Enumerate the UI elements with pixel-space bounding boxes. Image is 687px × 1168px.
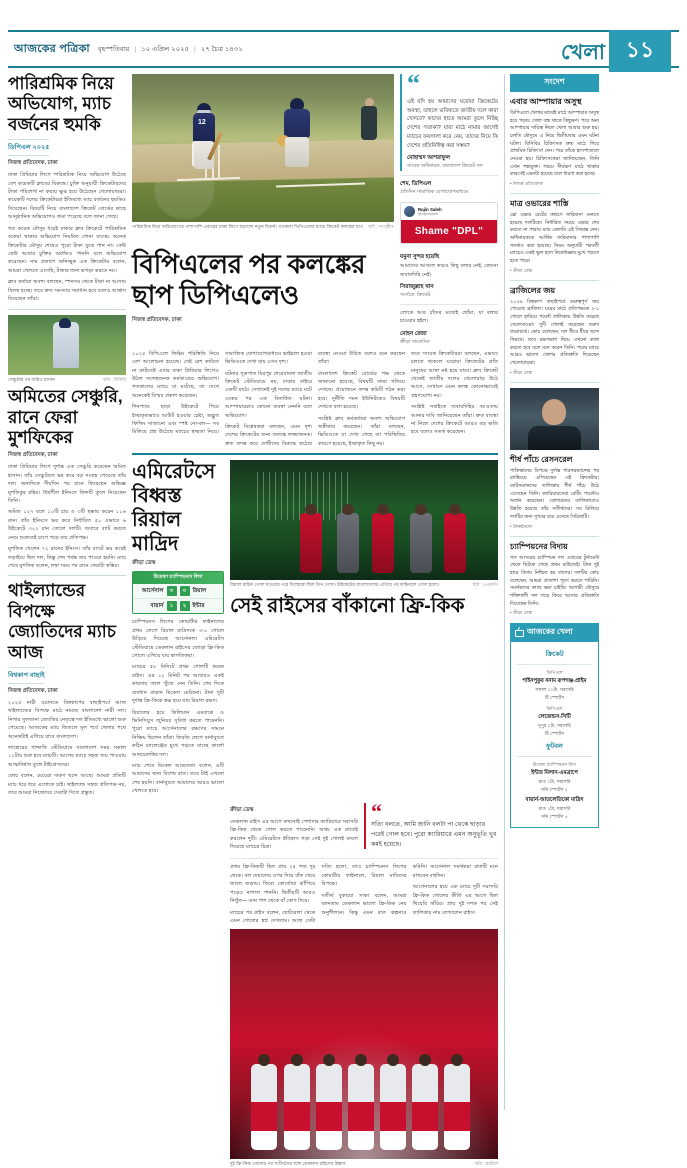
story-para-2: গত কয়েক মৌসুম ধরেই ঢাকার ক্লাব ক্রিকেটে পারিশ্রমিক বকেয়া থাকার অভিযোগ নিয়মিত শোনা যাচ্ছে। অনেক ক্রিকেটার মৌসুম শেষেও পুরো টাকা বুঝে পান না। কেউ কেউ আবার চুক্তির অর্ধেকও পাননি বলে অভিযোগ করেছেন। নাম প্রকাশে অনিচ্ছুক এক ক্রিকেটার বলেন, আমরা খেলতে এসেছি, টাকার জন্য ঝগড়া করতে নয়। (8, 225, 126, 274)
match-home-team: আর্সেনাল (141, 587, 164, 594)
story-para-1: ঢাকা প্রিমিয়ার লিগে দুর্দান্ত এক সেঞ্চুরি করেছেন অমিত হাসান। তাঁর সেঞ্চুরিতে ভর করে বড় সংগ্রহ পেয়েছে তাঁর দল। অন্যদিকে দীর্ঘদিন পর রানে ফিরেছেন অভিজ্ঞ মুশফিকুর রহিম। ধৈর্যশীল ইনিংসে ফিফটি তুলে নিয়েছেন তিনি। (8, 464, 126, 505)
madrid-para-1: চ্যাম্পিয়নস লিগের কোয়ার্টার ফাইনালের প্রথম লেগে রিয়াল মাদ্রিদকে ৩-০ গোলে উড়িয়ে দিয়েছে আর্সেনাল। এমিরেটস স্টেডিয়ামে ডেকলান রাইসের জোড়া ফ্রি-কিক গোলে এগিয়ে যায় স্বাগতিকরা। (132, 619, 224, 659)
celebration-block (230, 929, 498, 1168)
story-byline: নিজস্ব প্রতিবেদক, ঢাকা (8, 452, 58, 459)
middle-column (132, 69, 498, 1167)
madrid-body (132, 618, 224, 795)
lead-para-3: ঘটনার সূত্রপাত মিরপুর শেরেবাংলা জাতীয় ক্রিকেট স্টেডিয়ামে নয়, ঢাকার বাইরে একটি মাঠে। সেখানেই দুই দলের ম্যাচে ঘটে একের পর এক বিতর্কিত ঘটনা। আম্পায়াররাও কোনো ব্যবস্থা নেননি বলে অভিযোগ। (225, 370, 312, 419)
divider-sidebar-3 (510, 382, 599, 383)
story-para-3: ক্লাব কর্তারা অবশ্য বলছেন, স্পনসর থেকে টাকা না আসায় বিলম্ব হচ্ছে। তবে দ্রুত সমস্যার সমাধান হবে বলেও আশ্বাস দিয়েছেন তাঁরা। (8, 279, 126, 303)
sidebar-item-body: ২০২৬ বিশ্বকাপ বাছাইপর্বে গুরুত্বপূর্ণ জয় পেয়েছে ব্রাজিল। ঘরের মাঠে প্রতিপক্ষকে ২-১ গোলে হারিয়ে পয়েন্ট তালিকায় উন্নতি করেছে সেলেসাওরা। দুটি গোলই করেছেন তরুণ ফরোয়ার্ড। কোচ বলেছেন, দল ধীরে ধীরে ছন্দে ফিরছে। তবে রক্ষণভাগ নিয়ে এখনো কাজ করতে হবে বলে মনে করেন তিনি। পরের ম্যাচে আরও ভালো খেলার প্রতিশ্রুতি দিয়েছেন খেলোয়াড়রা। (510, 299, 599, 367)
divider-left-1 (8, 309, 126, 310)
lead-para-7: তবে সাবেক ক্রিকেটাররা বলছেন, এভাবে চলতে থাকলে ঘরোয়া ক্রিকেটের প্রতি মানুষের আস্থা নষ্ট হয়ে যাবে। ক্লাব ক্রিকেট থেকেই জাতীয় দলের খেলোয়াড় উঠে আসে, সেখানে এমন কলঙ্ক কোনোভাবেই গ্রহণযোগ্য নয়। (411, 350, 498, 399)
lead-byline: নিজস্ব প্রতিবেদক, ঢাকা (132, 316, 182, 323)
story-byline: নিজস্ব প্রতিবেদক, ঢাকা (8, 160, 58, 167)
player-head (355, 1054, 367, 1066)
photo-umpire (357, 98, 383, 158)
rice-para-5: আর্সেনালের হয়ে এক ম্যাচে দুটি সরাসরি ফ্রি-কিক গোলের কীর্তি এর আগে ছিল থিয়েরি অঁরির। প্রায় দুই দশক পর সেই তালিকায় নাম লেখালেন রাইস। (412, 884, 498, 916)
sidebar-item-source: • ক্রীড়া ডেস্ক (510, 369, 533, 375)
right-sidebar (504, 74, 599, 1110)
sidebar-item-brazil-win (510, 286, 599, 377)
schedule-league: ডিপিএল (546, 706, 563, 712)
rice-body-left (230, 818, 358, 852)
rice-byline: ক্রীড়া ডেস্ক (230, 806, 254, 813)
photo-player-figure (53, 322, 79, 368)
photo-arsenal-celebration (230, 929, 498, 1159)
side-note-body: আমাদের আসলে কারও কিছু বলার নেই, কোনো জবাবদিহি নেই। (400, 263, 498, 278)
schedule-entry (515, 705, 594, 738)
player-head (342, 504, 354, 515)
match-home-team: বায়ার্ন (150, 602, 164, 609)
story-para-3: কোচ বলেন, মেয়েরা দারুণ ছন্দে আছে। আমরা প্রতিটি ম্যাচ ধরে ধরে এগোতে চাই। থাইল্যান্ড সহজ প্রতিপক্ষ নয়, তবে আমরা নিজেদের সেরাটা দিতে প্রস্তুত। (8, 773, 126, 797)
schedule-time: রাত ১টা, সরাসরি (538, 806, 571, 812)
schedule-league: ডিপিএল (546, 670, 563, 676)
divider-sidebar-2 (510, 280, 599, 281)
divider-sidebar-1 (510, 193, 599, 194)
lead-story-body (132, 350, 498, 449)
madrid-story-row (132, 460, 498, 798)
schedule-sport-football: ফুটবল (546, 743, 563, 751)
story-byline: নিজস্ব প্রতিবেদক, ঢাকা (8, 687, 58, 694)
madrid-headline-block (132, 460, 224, 798)
side-note-block (400, 249, 498, 346)
sidebar-item-source: • ক্রীড়া ডেস্ক (510, 610, 533, 616)
social-sublabel: প্রতিদিন সামাজিক যোগাযোগমাধ্যমে (400, 190, 469, 196)
hero-photo-caption-text: পারিশ্রমিক নিয়ে অভিযোগের পাশাপাশি এবারের ঢাকা লিগে ছড়ালো নতুন বিতর্ক। গতকাল ডিপিএলের ম্যাচে ক্রিকেট কলঙ্কের ছাপ (132, 224, 364, 229)
sidebar-photo-portrait (510, 388, 599, 450)
photo-credit: ছবি : বিসিবি (103, 376, 126, 382)
photo-batsman (187, 101, 221, 173)
todays-games-body (511, 642, 598, 827)
story-payment-dispute (8, 74, 126, 304)
sidebar-item-title: চ্যাম্পিয়নের বিদায় (510, 541, 568, 551)
story-para-1: ২০২৫ নারী ওয়ানডে বিশ্বকাপের বাছাইপর্বে আজ থাইল্যান্ডের বিপক্ষে মাঠে নামছে বাংলাদেশ নারী দল। নিগার সুলতানা জ্যোতির নেতৃত্বে দল ইতিমধ্যে ভালো শুরু পেয়েছে। আজকের ম্যাচ জিতলে মূল পর্বে খেলার পথে অনেকটাই এগিয়ে যাবে বাংলাদেশ। (8, 699, 126, 740)
schedule-time: সকাল ১১টা, সরাসরি (535, 687, 574, 693)
madrid-headline: এমিরেটসে বিধ্বস্ত রিয়াল মাদ্রিদ (132, 461, 216, 556)
quote-author: মোহাম্মদ আশরাফুল (407, 155, 450, 162)
todays-games-box (510, 623, 599, 828)
pull-quote-rice (364, 798, 498, 849)
player-head (323, 1054, 335, 1066)
newspaper-brand: আজকের পত্রিকা (14, 42, 90, 55)
keeper-legs (285, 137, 309, 167)
player-head (449, 504, 461, 515)
photo-pitch (132, 139, 394, 183)
match-home-score: ৩ (167, 586, 177, 596)
rice-headline: সেই রাইসের বাঁকানো ফ্রি-কিক (230, 594, 465, 617)
rice-para-4: সতীর্থ বুকায়ো সাকা বলেন, আমরা জানতাম ডেকলান ভালো ফ্রি-কিক নেয় অনুশীলনে। কিন্তু এমন রাত কল্পনাও করিনি। আর্সেনাল সমর্থকরা রাতটি মনে রাখবেন বহুদিন। (321, 864, 498, 916)
batsman-jersey-number: 12 (198, 118, 206, 126)
section-title: খেলা (560, 41, 605, 64)
divider-sidebar-4 (510, 536, 599, 537)
story-jyoti-match (8, 581, 126, 797)
sidebar-header: সংদেশ (510, 74, 599, 92)
tv-icon (515, 630, 524, 637)
photo-crease-far (276, 182, 365, 187)
scorebox-ucl (132, 571, 224, 614)
sidebar-item-over-rate-penalty (510, 199, 599, 275)
celebration-player-4 (348, 1064, 374, 1150)
schedule-sport-cricket: ক্রিকেট (545, 651, 564, 659)
sidebar-item-source: • নিজস্ব প্রতিবেদক (510, 181, 543, 187)
left-column (8, 74, 126, 1110)
sidebar-item-umpire-ill (510, 97, 599, 188)
story-headline: অমিতের সেঞ্চুরি, রানে ফেরা মুশফিকের (8, 387, 123, 447)
dateline-sep-1: | (134, 45, 137, 53)
celebration-photo-credit: ছবি : রয়টার্স (475, 1161, 498, 1167)
masthead (8, 30, 679, 68)
celebration-photo-caption (230, 1161, 498, 1168)
rice-top-row (230, 798, 498, 855)
lead-para-5: বাংলাদেশ ক্রিকেট বোর্ডের পক্ষ থেকে জানানো হয়েছে, বিষয়টি তারা খতিয়ে দেখছে। প্রয়োজনে তদন্ত কমিটি গঠন করা হবে। দুর্নীতি দমন ইউনিটকেও বিষয়টি দেখতে বলা হয়েছে। (318, 370, 405, 411)
divider-rice (230, 858, 498, 859)
todays-games-header (511, 624, 598, 642)
rice-byline-col (230, 803, 358, 855)
umpire-body (361, 106, 377, 140)
madrid-photo-block (230, 460, 498, 798)
story-para-3: মুশফিক খেলেন ৭২ রানের ইনিংস। তাঁর ব্যাটে ভর করেই লড়াইয়ে ছিল দল, কিন্তু শেষ পর্যন্ত জয় পাওয়া হয়নি। ম্যাচ শেষে মুশফিক বলেন, লম্বা সময় পর রানে ফেরাটা স্বস্তির। (8, 546, 126, 569)
player-head (387, 1054, 399, 1066)
pull-quote-ashraful (400, 69, 498, 171)
hero-photo-block (132, 74, 394, 244)
portrait-face (542, 399, 566, 425)
madrid-para-2: ম্যাচের ৫৮ মিনিটে প্রথম গোলটি করেন রাইস। এর ১২ মিনিট পর আবারও একই কায়দায় জাল খুঁজে নেন তিনি। শেষ দিকে ব্যবধান বাড়ান মিকেল মেরিনো। টানা দুটি দুর্দান্ত ফ্রি-কিকে স্তব্ধ হয়ে যায় রিয়াল রক্ষণ। (132, 664, 224, 705)
keeper-torso (284, 109, 310, 139)
page-grid (8, 69, 679, 1167)
rice-quote-col (364, 798, 498, 855)
sidebar-item-body: স্লো ওভার রেটের কারণে জরিমানা গুনতে হয়েছে দলটিকে। নির্ধারিত সময়ে ওভার শেষ করতে না পারায় ম্যাচ রেফারি এই সিদ্ধান্ত দেন। অধিনায়ককে আর্থিক জরিমানার পাশাপাশি সতর্কও করা হয়েছে। নিয়ম অনুযায়ী পরবর্তী ম্যাচেও একই ভুল হলে নিষেধাজ্ঞার মুখে পড়তে হতে পারে। (510, 213, 599, 265)
side-note-role: সংগঠক, ক্রিকেট (400, 293, 431, 299)
photo-helmet (59, 318, 71, 328)
quote-mark-icon: “ (371, 798, 382, 824)
shame-dpl-banner: Shame "DPL" (401, 220, 497, 243)
lead-headline-row (132, 249, 498, 346)
scorebox-match-row (133, 598, 223, 613)
keeper-helmet (290, 98, 304, 110)
side-note-1 (400, 253, 498, 300)
lead-para-1: ২০২৫ বিপিএলে ফিক্সিং পরিস্থিতি নিয়ে বেশ আলোচনা হয়েছে। সেই রেশ কাটতে না কাটতেই এবার ঢাকা প্রিমিয়ার লিগেও উঠল সন্দেহজনক কর্মকাণ্ডের অভিযোগ। গতকালের ম্যাচে যা ঘটেছে, তা দেখে অনেকেই বিস্ময় প্রকাশ করেছেন। (132, 350, 219, 399)
photo-wicketkeeper (276, 95, 320, 173)
divider-mid-major (132, 453, 498, 455)
hero-photo-caption (132, 224, 394, 231)
celebration-player-3 (316, 1064, 342, 1150)
schedule-match: ইন্টার মিলান-এমব্রাপে (531, 770, 578, 777)
player-head (258, 1054, 270, 1066)
rice-pull-quote-text: সত্যি বলতে, আমি জানি বলটা পা থেকে ছাড়ার পরেই গোল হবে। পুরো ক্যারিয়ারে এমন অনুভূতি খুব কমই হয়েছে। (371, 821, 497, 848)
schedule-channel: সনি স্পোর্টস ২ (541, 787, 568, 793)
schedule-entry (515, 761, 594, 794)
sidebar-item-body: পাকিস্তানের বিপক্ষে দুর্দান্ত পারফরম্যান্সের পর র‍্যাঙ্কিংয়ে এগিয়েছেন এই ক্রিকেটার। ব্যাটসম্যানদের তালিকায় শীর্ষ পাঁচে উঠে এসেছেন তিনি। ক্যারিয়ারসেরা রেটিং পয়েন্টও অর্জন করেছেন। বোলারদের তালিকাতেও উন্নতি হয়েছে তাঁর সতীর্থদের। সব মিলিয়ে দলটির জন্য সুখবর বয়ে এনেছে সিরিজটি। (510, 468, 599, 520)
madrid-photo-credit: ছবি : এএফপি (472, 582, 498, 588)
lead-para-8: সংশ্লিষ্ট সবাইকে জবাবদিহির আওতায় আনার দাবি জানিয়েছেন তাঁরা। দ্রুত ব্যবস্থা না নিলে দেশের ক্রিকেটে আরও বড় ক্ষতি হবে বলেও সতর্ক করেছেন। (411, 404, 498, 436)
story-para-2: অমিত ১২৭ বলে ১০টি চার ও ৩টি ছক্কায় করেন ১১৬ রান। তাঁর ইনিংসে ভর করে নির্ধারিত ৫০ ওভারে ৬ উইকেটে ৩০২ রান তোলে দলটি। জবাবে ব্যাট করতে নেমে শুরুতেই চাপে পড়ে যায় প্রতিপক্ষ। (8, 509, 126, 541)
dateline-sep-2: | (194, 45, 196, 53)
match-home-score: ১ (167, 601, 177, 611)
photo-player-white-2 (410, 513, 432, 573)
schedule-entry (515, 669, 594, 702)
celebration-player-7 (444, 1064, 470, 1150)
photo-player-red-2 (372, 513, 394, 573)
side-note-body: লোকে আর চাঁদের মতোই ছোঁয়া, যা বলার চাওয়ার হইল। (400, 310, 498, 325)
schedule-channel: সনি স্পোর্টস ৫ (541, 814, 568, 820)
dateline-day: বৃহস্পতিবার (97, 45, 130, 53)
madrid-para-4: ম্যাচ শেষে মিকেল আরতেতা বলেন, এটি আমাদের জন্য বিশেষ রাত। তবে টাই এখনো শেষ হয়নি। বার্নাব্যুতে আমাদের আরও ভালো খেলতে হবে। (132, 763, 224, 795)
side-note-2 (400, 309, 498, 347)
rice-story-row (132, 798, 498, 926)
sidebar-item-title: এবার আম্পায়ার অসুস্থ (510, 97, 582, 106)
sidebar-item-source: • ক্রিকইনফো (510, 523, 533, 529)
story-para-2: লাহোরের গাদ্দাফি স্টেডিয়ামে বাংলাদেশ সময় সকাল ১১টায় শুরু হবে ম্যাচটি। আগের ম্যাচে সহজ জয় পাওয়ায় আত্মবিশ্বাস তুঙ্গে টাইগ্রেসদের। (8, 745, 126, 768)
schedule-sep-1 (517, 664, 592, 665)
side-note-role: ক্রীড়া সাংবাদিক (400, 339, 430, 345)
story-headline: পারিশ্রমিক নিয়ে অভিযোগ, ম্যাচ বর্জনের হুমকি (8, 74, 114, 134)
divider-left-2 (8, 575, 126, 576)
sidebar-item-body: গত আসরের চ্যাম্পিয়ন দল এবারের টুর্নামেন্ট থেকে ছিটকে গেছে প্রথম রাউন্ডেই। টানা দুই হারে বিদায় নিশ্চিত হয় তাদের। দলটির কোচ বলেছেন, আমরা প্রত্যাশা পূরণ করতে পারিনি। সমর্থকদের কাছে ক্ষমা চাইছি। আগামী মৌসুমে শক্তিশালী দল গড়ে ফিরে আসার প্রতিশ্রুতি দিয়েছেন তিনি। (510, 555, 599, 607)
divider-quote (400, 175, 498, 176)
quote-text: এই যদি হয় আমাদের ঘরোয়া ক্রিকেটের অবস্থা, তাহলে ভবিষ্যতে জাতীয় দলে কারা খেলবে? কাদের হাতে আমরা তুলে নিচ্ছি দেশের পতাকা? যারা মাঠে নামার আগেই ম্যাচের ফয়সালা করে নেয়, তাদের নিয়ে কি দেশের প্রতিনিধিত্ব করা সম্ভব? (407, 98, 498, 149)
celebration-player-2 (284, 1064, 310, 1150)
rice-body-block (230, 798, 498, 926)
scorebox-match-row (133, 584, 223, 598)
player-head (419, 1054, 431, 1066)
side-note-title: যমুনা সুন্দর হয়েছি (400, 254, 440, 261)
schedule-match: বায়ার্ন-আতলেতিকো মাদ্রিদ (525, 797, 584, 804)
photo-player-white-1 (337, 513, 359, 573)
celebration-caption-text: দুই ফ্রি-কিক গোলের পর সতীর্থদের সঙ্গে ডেকলান রাইসের উল্লাস (230, 1161, 346, 1167)
player-head (291, 1054, 303, 1066)
hero-row (132, 69, 498, 244)
madrid-photo-caption (230, 582, 498, 589)
sidebar-item-source: • ক্রীড়া ডেস্ক (510, 267, 533, 273)
lead-para-2: শিনপ্যাড ছাড়া উইকেটে গিয়ে ইচ্ছাকৃতভাবে আউট হওয়ার চেষ্টা, অদ্ভুত ফিল্ডিং সাজানো এবং স্পষ্ট নো-বল— সব মিলিয়ে প্রশ্ন উঠেছে ম্যাচের স্বচ্ছতা নিয়ে। সামাজিক যোগাযোগমাধ্যমে ভাইরাল হওয়া ভিডিওতে দেখা যায় এসব দৃশ্য। (132, 350, 312, 436)
side-note-author: সিরাজুল্লাহ খান (400, 284, 434, 291)
story-photo-amit (8, 315, 126, 375)
social-user-handle: @rajinsaleh (418, 212, 439, 217)
todays-games-title: আজকের খেলা (527, 627, 573, 637)
rice-para-3: ম্যাচের পর রাইস বলেন, ছোটবেলা থেকে এমন গোলের স্বপ্ন দেখতাম। আজ সেটা সত্যি হলো, তাও চ্যাম্পিয়নস লিগের কোয়ার্টার ফাইনালে, রিয়াল মাদ্রিদের বিপক্ষে। (230, 864, 407, 924)
schedule-sep-2 (517, 756, 592, 757)
story-amit-century (8, 315, 126, 571)
social-card-header (401, 203, 497, 220)
rice-body-columns (230, 863, 498, 925)
sidebar-item-body: ডিপিএলে খেলার মাঝেই মাঠে আম্পায়ার অসুস্থ হয়ে পড়ায় খেলা বন্ধ থাকে কিছুক্ষণ। পরে অন্য আম্পায়ার দায়িত্ব নিলে খেলা আবার শুরু হয়। চলতি মৌসুমে এ নিয়ে দ্বিতীয়বার এমন ঘটনা ঘটল। বিসিবির চিকিৎসক দ্রুত মাঠে গিয়ে প্রাথমিক চিকিৎসা দেন। পরে তাঁকে হাসপাতালে নেওয়া হয়। চিকিৎসকেরা জানিয়েছেন, তিনি এখন শঙ্কামুক্ত। গরমে দীর্ঘক্ষণ মাঠে থাকার কারণেই এমনটা হয়েছে বলে ধারণা করা হচ্ছে। (510, 111, 599, 178)
photo-player-red-3 (444, 513, 466, 573)
sidebar-item-title: ব্রাজিলের জয় (510, 285, 556, 295)
social-user-name: Rajin Saleh (418, 207, 442, 213)
story-body (8, 171, 126, 303)
dateline (90, 44, 243, 55)
sidebar-item-champion-exit (510, 542, 599, 618)
sidebar-item-top-five (510, 455, 599, 531)
player-head (377, 504, 389, 515)
quote-mark-icon: “ (407, 69, 420, 98)
rice-para-1: ডেকলান রাইস এর আগে কখনোই পেশাদার ক্যারিয়ারে সরাসরি ফ্রি-কিক থেকে গোল করতে পারেননি। অথচ এক রাতেই করলেন দুটি। এমিরেটসে ইতিহাস গড়া সেই দুই গোলই বদলে দিয়েছে ম্যাচের চিত্র। (230, 818, 358, 850)
quote-column (400, 69, 498, 244)
story-headline: থাইল্যান্ডের বিপক্ষে জ্যোতিদের ম্যাচ আজ (8, 581, 116, 662)
celebration-player-1 (251, 1064, 277, 1150)
dateline-date-en: ১০ এপ্রিল ২০২৫ (141, 45, 189, 53)
celebration-row (132, 929, 498, 1168)
newspaper-page (0, 30, 687, 1167)
batsman-torso (193, 113, 215, 143)
schedule-time: দুপুর ২টা, সরাসরি (538, 723, 571, 729)
page-lead-headline: বিপিএলের পর কলঙ্কের ছাপ ডিপিএলেও (132, 249, 366, 310)
photo-player-red-1 (300, 513, 322, 573)
schedule-time: রাত ১টা, সরাসরি (538, 779, 571, 785)
lead-para-4: ক্রিকেট বিশ্লেষকরা বলছেন, এমন দৃশ্য দেশের ক্রিকেটের জন্য অত্যন্ত লজ্জাজনক। দ্রুত তদন্ত করে দোষীদের বিরুদ্ধে কঠোর ব্যবস্থা নেওয়া উচিত বলেও মনে করছেন তাঁরা। (225, 350, 405, 447)
sidebar-item-title: শীর্ষ পাঁচে রেসনরেল (510, 454, 573, 464)
match-away-score: ০ (180, 586, 190, 596)
schedule-entry (515, 797, 594, 821)
schedule-match: শাইনপুকুর বনাম রূপগঞ্জ-প্রাইম (522, 678, 587, 685)
divider-side-note (400, 304, 498, 305)
dateline-date-bn: ২৭ চৈত্র ১৪৩১ (200, 45, 243, 53)
schedule-channel: টি স্পোর্টস (544, 731, 565, 737)
match-away-score: ২ (180, 601, 190, 611)
side-note-author: মোহন রেজা (400, 330, 427, 337)
social-user-block (418, 207, 442, 216)
player-head (415, 504, 427, 515)
sidebar-item-title: মাত্র ওভারের শাস্তি (510, 199, 569, 209)
hero-photo-cricket (132, 74, 394, 222)
page-number-badge: ১১ (609, 30, 671, 72)
social-label: শেম, ডিপিএল (400, 181, 432, 188)
story-body (8, 463, 126, 570)
story-kicker: বিশ্বকাপ বাছাই (8, 667, 45, 684)
photo-caption-text: সেঞ্চুরির পর অমিত হাসান (8, 376, 55, 382)
player-head (451, 1054, 463, 1066)
match-away-team: রিয়াল (192, 587, 207, 594)
schedule-league: উয়েফা চ্যাম্পিয়নস লিগ (532, 762, 577, 768)
celebration-player-6 (412, 1064, 438, 1150)
madrid-para-3: রিয়ালের হয়ে কিলিয়ান এমবাপ্পে ও ভিনিসিয়ুস জুনিয়র সুবিধা করতে পারেননি। পুরো ম্যাচে আর্সেনালের রক্ষণের সামনে নিষ্ক্রিয় ছিলেন তাঁরা। ফিরতি লেগে বার্নাব্যুতে কঠিন চ্যালেঞ্জের মুখে পড়তে যাচ্ছে কার্লো আনচেলত্তির দল। (132, 709, 224, 758)
quote-author-role: সাবেক অধিনায়ক, বাংলাদেশ ক্রিকেট দল (407, 164, 483, 170)
madrid-byline: ক্রীড়া ডেস্ক (132, 560, 156, 567)
avatar (404, 206, 415, 217)
portrait-shoulders (528, 426, 581, 450)
scorebox-title: উয়েফা চ্যাম্পিয়নস লিগ (133, 572, 223, 584)
player-head (305, 504, 317, 515)
lead-para-6: সংশ্লিষ্ট ক্লাব কর্মকর্তারা অবশ্য অভিযোগ অস্বীকার করেছেন। তাঁরা বলছেন, ভিডিওতে যা দেখা গেছে তা পরিস্থিতির কারণে হয়েছে, ইচ্ছাকৃত কিছু নয়। (318, 415, 405, 447)
lead-headline-block (132, 249, 394, 346)
story-para-1: ঢাকা প্রিমিয়ার লিগে পারিশ্রমিক নিয়ে অভিযোগ উঠেছে বেশ কয়েকটি ক্লাবের বিরুদ্ধে। চুক্তি অনুযায়ী ক্রিকেটারদের টাকা পরিশোধ না করায় ক্ষুব্ধ হয়ে উঠেছেন খেলোয়াড়রা। কয়েকটি দলের ক্রিকেটাররা ইতিমধ্যে ম্যাচ বর্জনের হুমকিও দিয়েছেন। বিষয়টি নিয়ে বাংলাদেশ ক্রিকেট বোর্ডের কাছে আনুষ্ঠানিক অভিযোগও জমা পড়েছে বলে জানা গেছে। (8, 172, 126, 221)
schedule-channel: টি স্পোর্টস (544, 695, 565, 701)
photo-madrid-match (230, 460, 498, 580)
madrid-photo-caption-text: রিয়াল মাদ্রিদ গোল খাওয়ার পরে দিশেহারা ছিল তিন গোল। উইকেটের বাংলাদেশের এগিয়ে পর ফাইনালে গোল হলো। (230, 582, 440, 588)
celebration-player-5 (380, 1064, 406, 1150)
rice-para-2: প্রথম ফ্রি-কিকটি ছিল প্রায় ২৫ গজ দূর থেকে। বল দেয়ালের ওপর দিয়ে বাঁক খেয়ে জালে জড়ায়। থিবো কোর্তোয়া ঝাঁপিয়ে পড়েও নাগাল পাননি। দ্বিতীয়টি আরও নিখুঁত— ডান পাশ থেকে বাঁ কোণ দিয়ে। (230, 864, 316, 905)
social-media-card[interactable] (400, 202, 498, 244)
hero-photo-credit: ছবি : সংগৃহীত (368, 224, 394, 229)
match-away-team: ইন্টার (192, 602, 205, 609)
schedule-match: লেজেন্ডস-সিটি (538, 714, 571, 721)
story-body (8, 699, 126, 798)
story-kicker: ডিপিএল ২০২৫ (8, 139, 49, 156)
photo-caption (8, 377, 126, 384)
